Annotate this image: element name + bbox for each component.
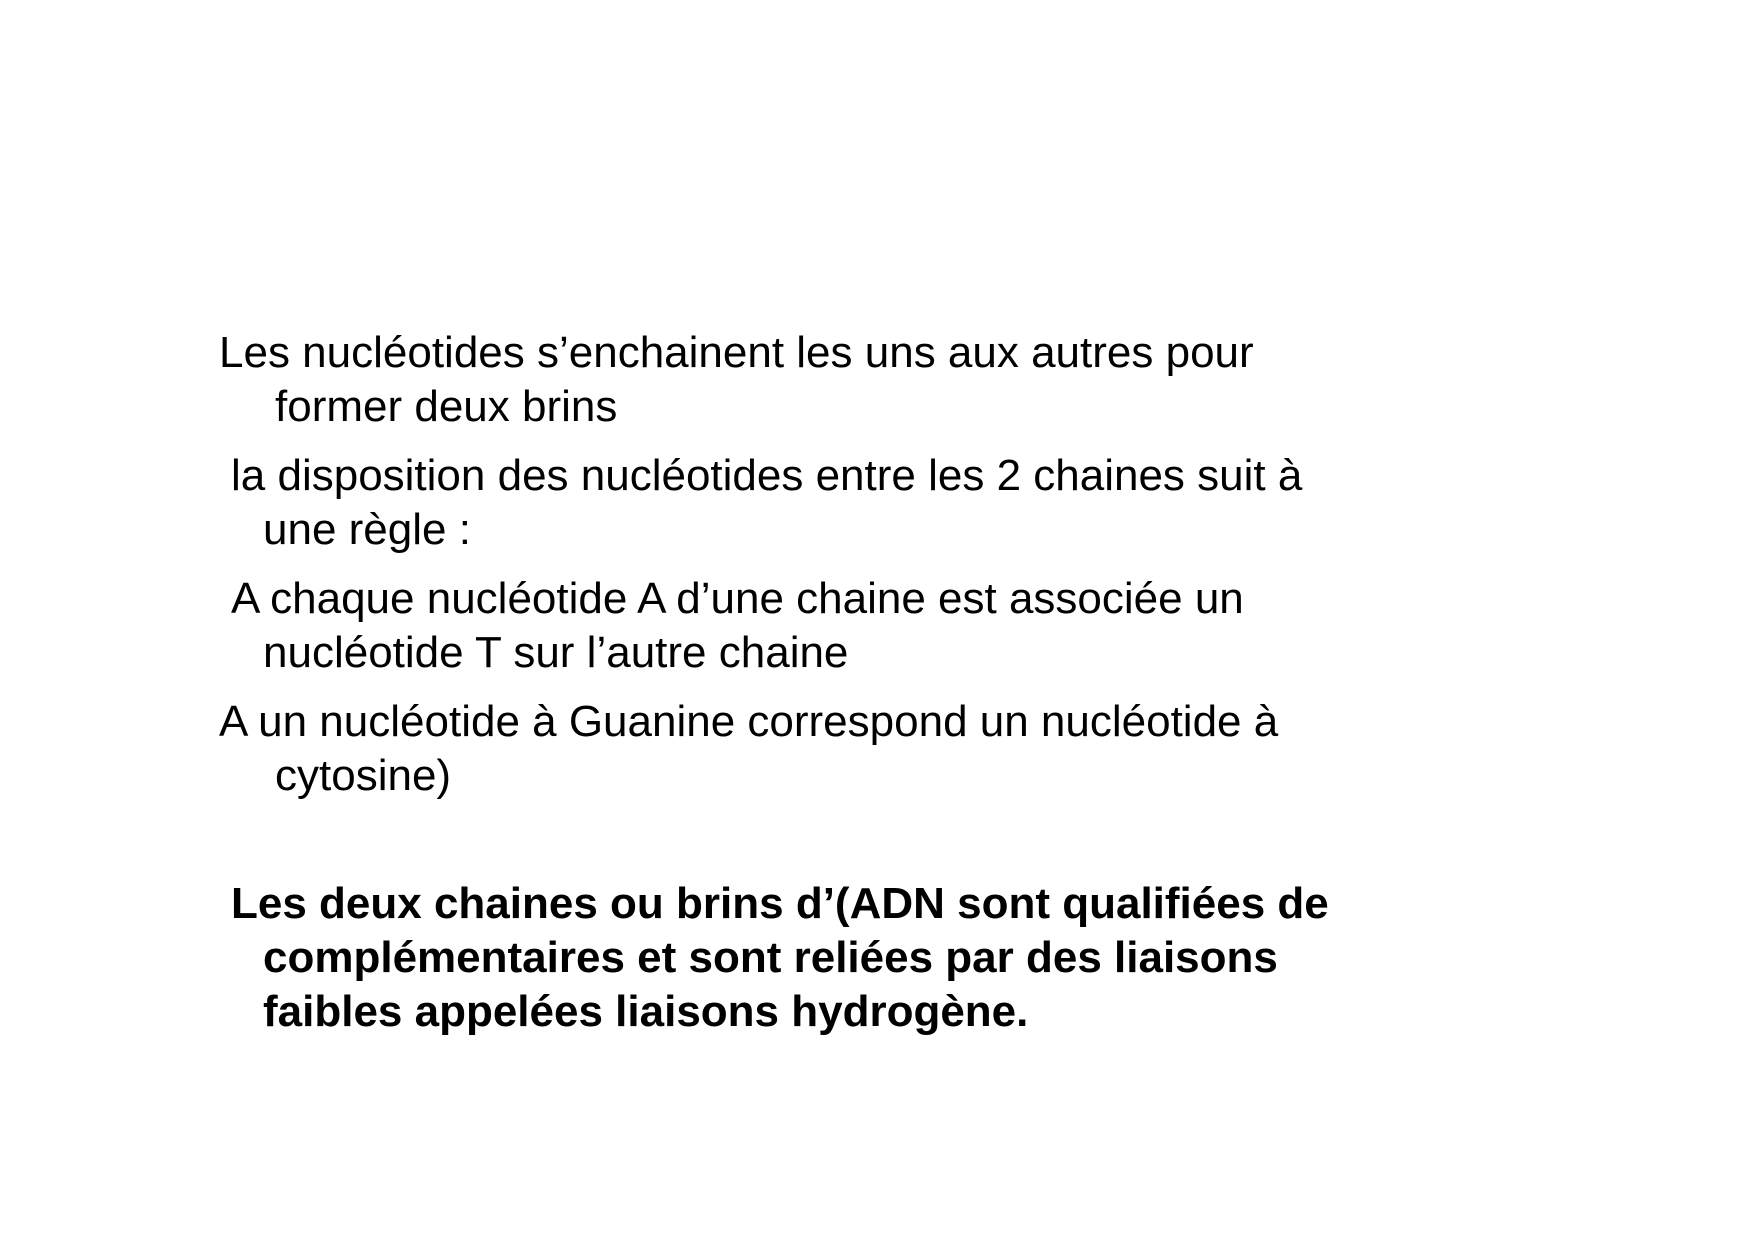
paragraph-a-t-pairing xyxy=(219,572,1549,680)
paragraph-complementary-strands xyxy=(219,877,1549,1039)
paragraph-nucleotides-chain xyxy=(219,326,1549,434)
paragraph-disposition-rule xyxy=(219,449,1549,557)
slide-body xyxy=(219,326,1549,1054)
paragraph-g-c-pairing xyxy=(219,695,1549,803)
text-line: complémentaires et sont reliées par des liaisons xyxy=(263,933,1278,982)
text-line: la disposition des nucléotides entre les 2 chaines suit à xyxy=(231,451,1303,500)
text-line: nucléotide T sur l’autre chaine xyxy=(263,628,849,677)
text-line: A un nucléotide à Guanine correspond un nucléotide à xyxy=(219,697,1279,746)
text-line: Les deux chaines ou brins d’(ADN sont qualifiées de xyxy=(231,879,1329,928)
text-line: former deux brins xyxy=(275,382,618,431)
text-line: A chaque nucléotide A d’une chaine est associée un xyxy=(231,574,1244,623)
text-line: faibles appelées liaisons hydrogène. xyxy=(263,987,1029,1036)
text-line: cytosine) xyxy=(275,751,452,800)
text-line: une règle : xyxy=(263,505,471,554)
text-line: Les nucléotides s’enchainent les uns aux autres pour xyxy=(219,328,1254,377)
